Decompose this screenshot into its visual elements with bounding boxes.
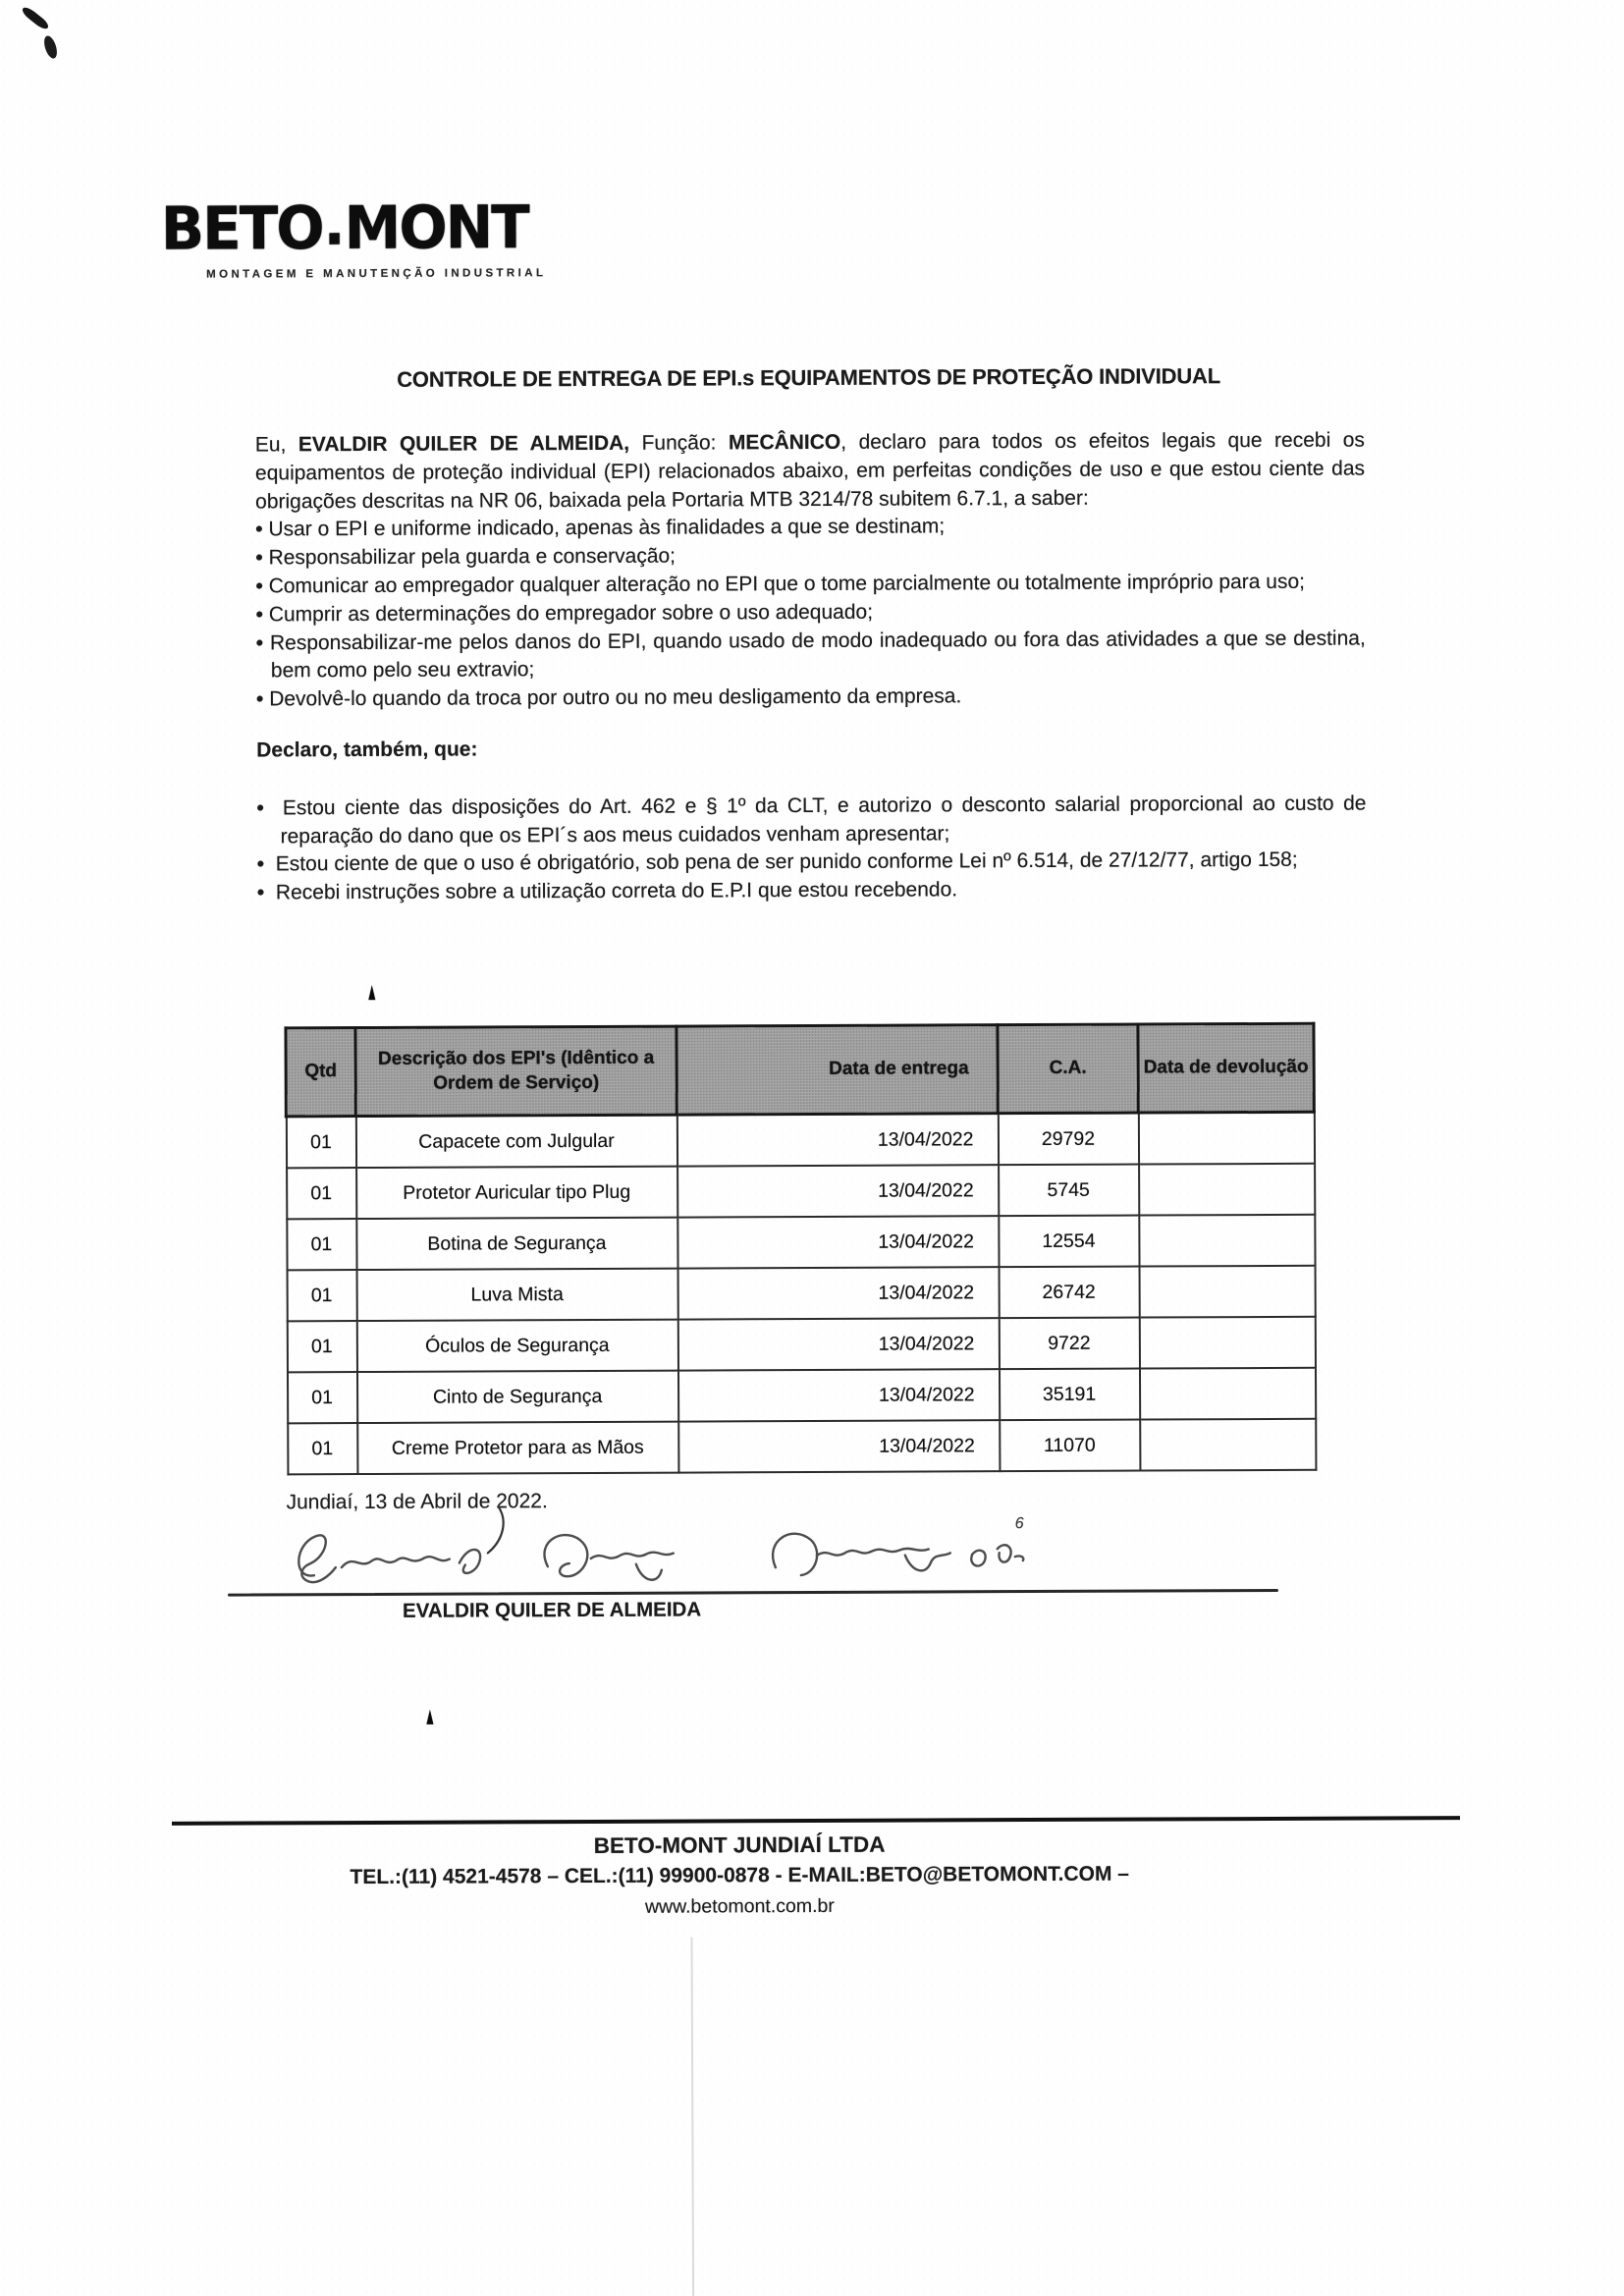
signatory-name: EVALDIR QUILER DE ALMEIDA [402,1598,702,1622]
header-delivery-date: Data de entrega [677,1025,998,1115]
cell-delivery: 13/04/2022 [677,1114,998,1167]
table-row [287,1215,1315,1271]
cell-return [1139,1266,1315,1318]
obligation-item: • Responsabilizar-me pelos danos do EPI, quando usado de modo inadequado ou fora das atividades a que se destina, bem como pelo seu extravio; [256,625,1366,686]
footer-rule [172,1816,1460,1826]
paper-fold-line [691,1938,695,2296]
header-description: Descrição dos EPI's (Idêntico a Ordem de Serviço) [355,1026,677,1116]
obligation-item: • Cumprir as determinações do empregador sobre o uso adequado; [256,596,1366,629]
declaro-heading: Declaro, também, que: [256,738,478,762]
cell-return [1139,1317,1315,1369]
cell-delivery: 13/04/2022 [677,1216,999,1268]
cell-qty: 01 [287,1270,356,1321]
header-qty: Qtd [286,1028,355,1117]
cell-return [1139,1215,1315,1267]
logo-wordmark [160,189,547,264]
cell-qty: 01 [287,1372,356,1423]
employee-name: EVALDIR QUILER DE ALMEIDA, [298,431,630,457]
table-row [287,1164,1315,1220]
cell-description: Botina de Segurança [356,1218,677,1270]
declarations-list [256,790,1366,907]
cell-qty: 01 [287,1321,356,1372]
footer-contact-line: TEL.:(11) 4521-4578 – CEL.:(11) 99900-0878 - E-MAIL:BETO@BETOMONT.COM – [350,1862,1129,1889]
cell-description: Capacete com Julgular [355,1115,677,1168]
funcao-label: Função: [641,431,717,455]
cell-delivery: 13/04/2022 [677,1369,999,1421]
cell-return [1139,1164,1315,1216]
intro-lead: Eu, [254,433,287,457]
cell-delivery: 13/04/2022 [678,1420,1000,1472]
cell-qty: 01 [287,1168,356,1219]
epi-delivery-table [284,1022,1317,1476]
header-ca: C.A. [998,1024,1138,1114]
cell-ca: 12554 [999,1216,1139,1268]
company-logo [160,189,547,281]
stray-pen-mark: 6 [1014,1515,1024,1533]
logo-dot-icon: . [323,189,344,259]
obligation-item: • Comunicar ao empregador qualquer alteração no EPI que o tome parcialmente ou totalmente impróprio para uso; [255,569,1365,602]
ink-mark-icon: ▲ [365,977,378,1007]
table-row [286,1112,1314,1168]
cell-return [1140,1419,1316,1471]
table-row [287,1266,1315,1322]
declaration-item: • Estou ciente de que o uso é obrigatório, sob pena de ser punido conforme Lei nº 6.514, de 27/12/77, artigo 158; [257,847,1367,880]
cell-ca: 29792 [998,1113,1138,1165]
city-date-line: Jundiaí, 13 de Abril de 2022. [286,1490,548,1514]
logo-tagline: MONTAGEM E MANUTENÇÃO INDUSTRIAL [206,267,547,281]
cell-delivery: 13/04/2022 [677,1267,999,1319]
intro-body: , declaro para todos os efeitos legais que recebi os equipamentos de proteção individual (EPI) relacionados abaixo, em perfeitas condições de uso e que estou ciente das obrigações descritas na NR 06, baixada pela Portaria MTB 3214/78 subitem 6.7.1, a saber: [254,428,1366,514]
cell-qty: 01 [288,1423,357,1474]
cell-description: Óculos de Segurança [356,1320,677,1372]
footer-website: www.betomont.com.br [644,1894,835,1918]
logo-beto: BETO [160,192,323,264]
cell-description: Cinto de Segurança [356,1371,677,1423]
cell-ca: 11070 [1000,1420,1140,1472]
table-row [287,1317,1315,1373]
cell-ca: 9722 [999,1318,1139,1370]
table-header-row [286,1023,1314,1117]
cell-ca: 26742 [999,1267,1139,1319]
cell-return [1138,1112,1314,1164]
footer-company-name: BETO-MONT JUNDIAÍ LTDA [593,1831,886,1858]
obligation-item: • Devolvê-lo quando da troca por outro ou no meu desligamento da empresa. [256,682,1366,715]
cell-description: Luva Mista [356,1269,677,1321]
funcao-value: MECÂNICO [728,430,841,455]
body-text [255,427,1367,908]
cell-ca: 35191 [999,1369,1139,1421]
cell-description: Creme Protetor para as Mãos [357,1422,678,1474]
logo-mont: MONT [344,191,528,263]
declaration-item: • Recebi instruções sobre a utilização correta do E.P.I que estou recebendo. [257,875,1367,908]
obligation-item: • Usar o EPI e uniforme indicado, apenas às finalidades a que se destinam; [255,512,1365,545]
document-title: CONTROLE DE ENTREGA DE EPI.s EQUIPAMENTOS DE PROTEÇÃO INDIVIDUAL [397,363,1221,392]
intro-paragraph [255,427,1365,517]
table-row [288,1419,1316,1475]
cell-qty: 01 [286,1117,355,1169]
header-return-date: Data de devolução [1138,1023,1314,1113]
declaration-item: • Estou ciente das disposições do Art. 462 e § 1º da CLT, e autorizo o desconto salarial proporcional ao custo de reparação do dano que os EPI´s aos meus cuidados venham apresentar; [256,790,1366,851]
cell-delivery: 13/04/2022 [677,1318,999,1370]
cell-qty: 01 [287,1219,356,1270]
cell-return [1139,1368,1315,1420]
table-row [287,1368,1315,1424]
cell-ca: 5745 [999,1165,1139,1217]
cell-delivery: 13/04/2022 [677,1165,999,1217]
cell-description: Protetor Auricular tipo Plug [356,1167,677,1219]
obligation-item: • Responsabilizar pela guarda e conservação; [255,540,1365,574]
ink-mark-icon: ▲ [423,1702,436,1731]
